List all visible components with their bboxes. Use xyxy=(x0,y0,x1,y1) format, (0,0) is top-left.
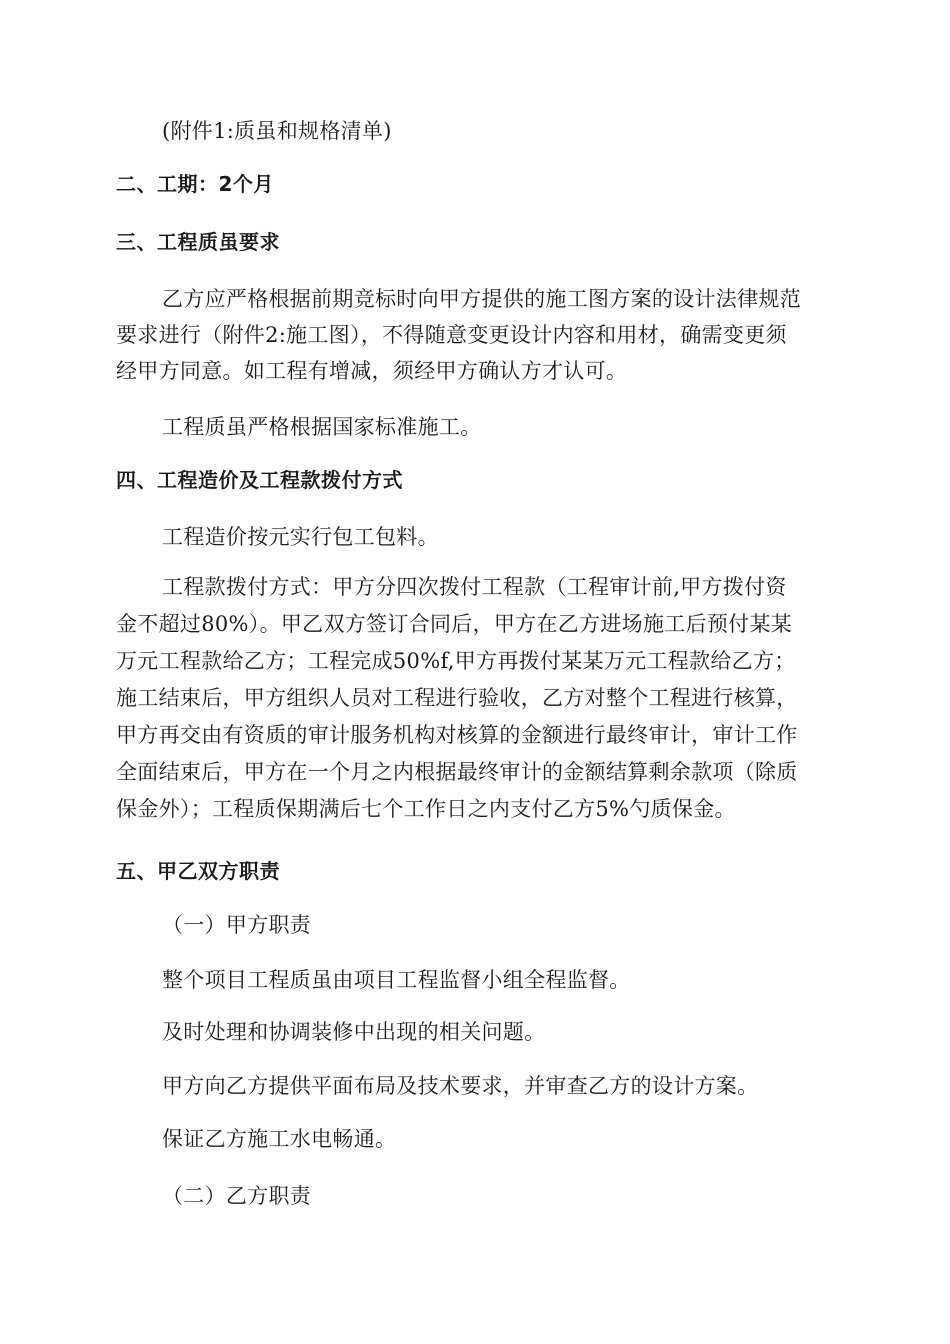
subsection-heading-party-b: （二）乙方职责 xyxy=(162,1184,312,1208)
section-heading-payment: 四、工程造价及工程款拨付方式 xyxy=(116,468,403,492)
paragraph-line: 工程款拨付方式：甲方分四次拨付工程款（工程审计前,甲方拨付资 xyxy=(162,575,787,599)
paragraph-line: 金不超过80%）。甲乙双方签订合同后，甲方在乙方进场施工后预付某某 xyxy=(116,612,793,636)
attachment-note: (附件1:质虽和规格清单) xyxy=(162,119,392,143)
subsection-heading-party-a: （一）甲方职责 xyxy=(162,913,312,937)
section-heading-quality: 三、工程质虽要求 xyxy=(116,230,280,254)
paragraph-line: 工程质虽严格根据国家标准施工。 xyxy=(162,415,482,439)
paragraph-line: 保金外）；工程质保期满后七个工作日之内支付乙方5%勺质保金。 xyxy=(116,797,736,821)
paragraph-line: 乙方应严格根据前期竞标时向甲方提供的施工图方案的设计法律规范 xyxy=(162,287,801,311)
section-heading-responsibilities: 五、甲乙双方职责 xyxy=(116,859,280,883)
section-heading-schedule: 二、工期：2个月 xyxy=(116,172,274,196)
paragraph-line: 施工结束后，甲方组织人员对工程进行验收，乙方对整个工程进行核算， xyxy=(116,686,798,710)
list-item: 保证乙方施工水电畅通。 xyxy=(162,1127,397,1151)
paragraph-line: 要求进行（附件2:施工图），不得随意变更设计内容和用材，确需变更须 xyxy=(116,323,787,347)
paragraph-line: 万元工程款给乙方；工程完成50%f,甲方再拨付某某万元工程款给乙方； xyxy=(116,649,796,673)
paragraph-line: 甲方再交由有资质的审计服务机构对核算的金额进行最终审计，审计工作 xyxy=(116,723,798,747)
paragraph-line: 经甲方同意。如工程有增减，须经甲方确认方才认可。 xyxy=(116,359,628,383)
list-item: 整个项目工程质虽由项目工程监督小组全程监督。 xyxy=(162,968,631,992)
list-item: 及时处理和协调装修中出现的相关问题。 xyxy=(162,1020,546,1044)
list-item: 甲方向乙方提供平面布局及技术要求，并审查乙方的设计方案。 xyxy=(162,1074,759,1098)
paragraph-line: 工程造价按元实行包工包料。 xyxy=(162,525,439,549)
paragraph-line: 全面结束后，甲方在一个月之内根据最终审计的金额结算剩余款项（除质 xyxy=(116,760,798,784)
